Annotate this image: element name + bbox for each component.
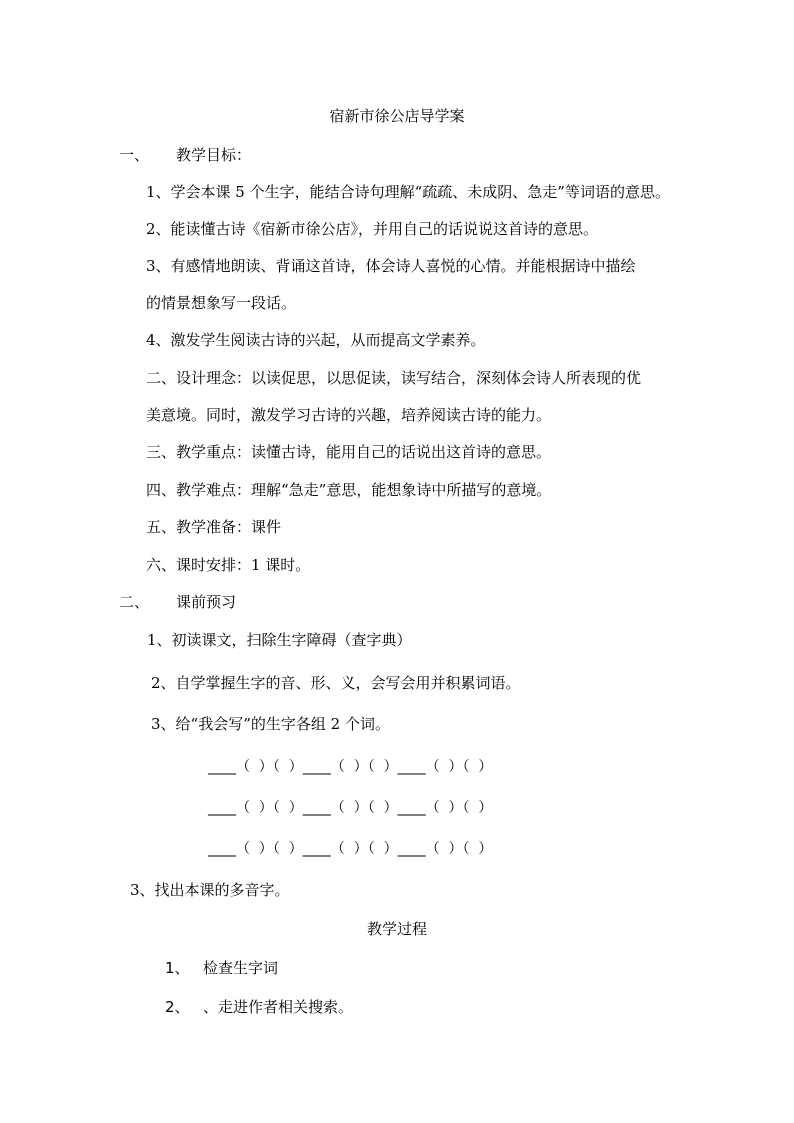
teaching-preparation: 五、教学准备：课件: [146, 518, 282, 536]
design-concept-cont: 美意境。同时，激发学习古诗的兴趣，培养阅读古诗的能力。: [146, 406, 552, 424]
section2-number: 二、: [119, 593, 150, 611]
preview-item-3: 3、给“我会写”的生字各组 2 个词。: [151, 715, 390, 733]
fill-blank-row-3: ____（ ）（ ）____（ ）（ ）____（ ）（ ）: [208, 841, 493, 857]
objective-item-3: 3、有感情地朗读、背诵这首诗，体会诗人喜悦的心情。并能根据诗中描绘: [146, 257, 636, 275]
teaching-difficulty: 四、教学难点：理解“急走”意思，能想象诗中所描写的意境。: [146, 481, 552, 499]
objective-item-3-cont: 的情景想象写一段话。: [146, 294, 297, 312]
fill-blank-row-2: ____（ ）（ ）____（ ）（ ）____（ ）（ ）: [208, 800, 493, 816]
objective-item-1: 1、学会本课 5 个生字，能结合诗句理解“疏疏、未成阴、急走”等词语的意思。: [146, 183, 670, 201]
objective-item-2: 2、能读懂古诗《宿新市徐公店》，并用自己的话说说这首诗的意思。: [146, 220, 599, 238]
process-heading: 教学过程: [366, 920, 427, 938]
objective-item-4: 4、激发学生阅读古诗的兴起，从而提高文学素养。: [146, 331, 486, 349]
preview-item-2: 2、自学掌握生字的音、形、义，会写会用并积累词语。: [151, 674, 521, 692]
class-arrangement: 六、课时安排：1 课时。: [146, 556, 311, 574]
fill-blank-row-1: ____（ ）（ ）____（ ）（ ）____（ ）（ ）: [208, 759, 493, 775]
preview-item-polyphone: 3、找出本课的多音字。: [130, 881, 290, 899]
process-item-1-number: 1、: [165, 959, 190, 977]
section1-number: 一、: [119, 146, 150, 164]
preview-item-1: 1、初读课文，扫除生字障碍（查字典）: [147, 631, 412, 649]
design-concept: 二、设计理念：以读促思，以思促读，读写结合，深刻体会诗人所表现的优: [146, 369, 642, 387]
document-title: 宿新市徐公店导学案: [329, 107, 465, 125]
process-item-2-number: 2、: [165, 998, 190, 1016]
process-item-1: 检查生字词: [203, 959, 279, 977]
process-item-2: 、走进作者相关搜索。: [203, 998, 354, 1016]
teaching-focus: 三、教学重点：读懂古诗，能用自己的话说出这首诗的意思。: [146, 443, 552, 461]
section2-heading: 课前预习: [176, 593, 237, 611]
section1-heading: 教学目标：: [176, 146, 252, 164]
